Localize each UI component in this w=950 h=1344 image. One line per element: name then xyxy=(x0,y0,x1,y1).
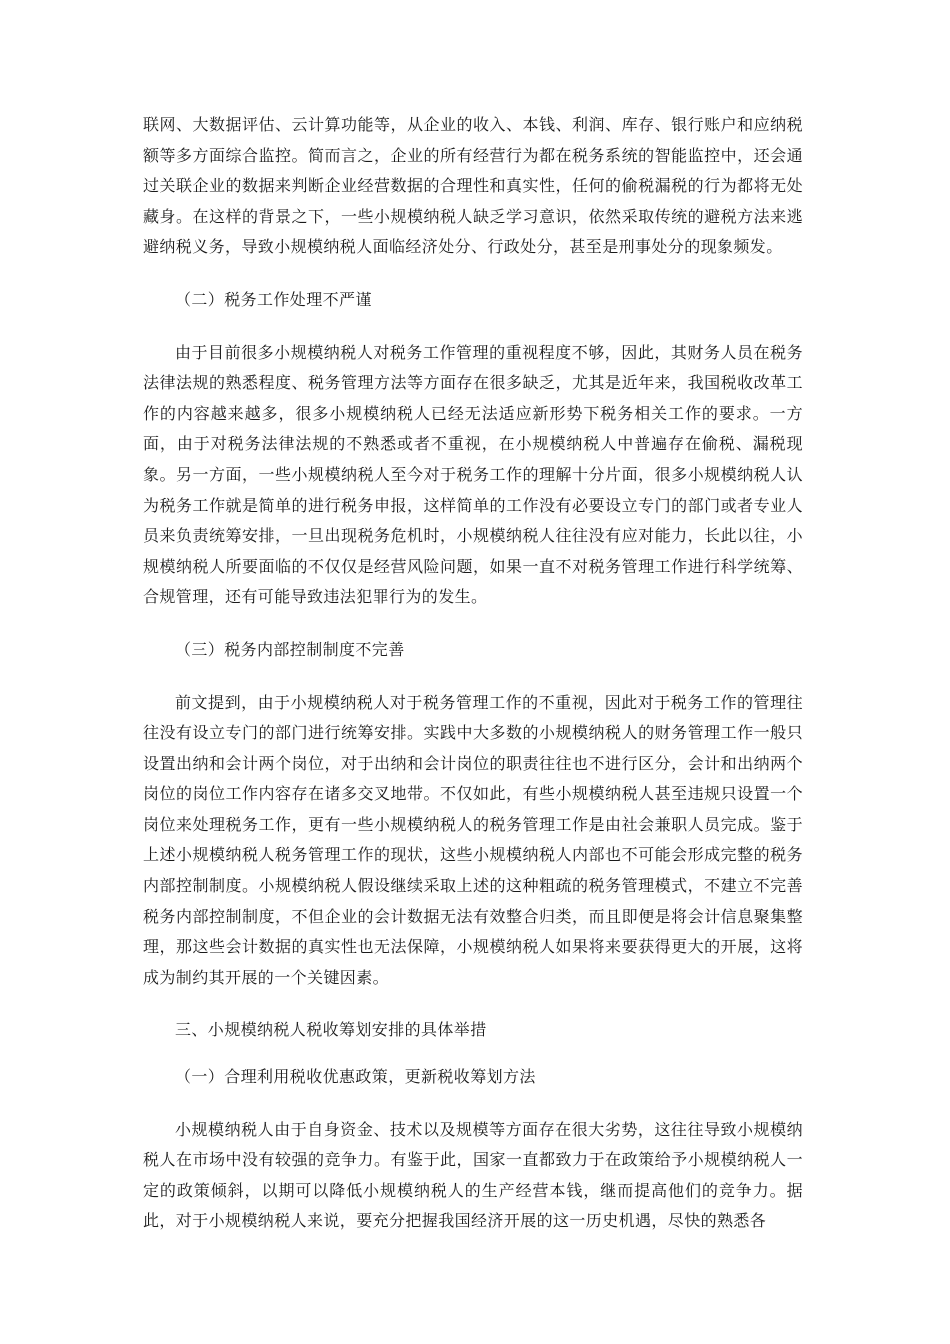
section-heading-3: （三）税务内部控制制度不完善 xyxy=(175,639,405,659)
body-paragraph: 小规模纳税人由于自身资金、技术以及规模等方面存在很大劣势，这往往导致小规模纳税人在市场中没有较强的竞争力。有鉴于此，国家一直都致力于在政策给予小规模纳税人一定的政策倾斜，以期可以降低小规模纳税人的生产经营本钱，继而提高他们的竞争力。据此，对于小规模纳税人来说，要充分把握我国经济开展的这一历史机遇，尽快的熟悉各 xyxy=(143,1119,803,1231)
body-paragraph-continued: 联网、大数据评估、云计算功能等，从企业的收入、本钱、利润、库存、银行账户和应纳税额等多方面综合监控。简而言之，企业的所有经营行为都在税务系统的智能监控中，还会通过关联企业的数据来判断企业经营数据的合理性和真实性，任何的偷税漏税的行为都将无处藏身。在这样的背景之下，一些小规模纳税人缺乏学习意识，依然采取传统的避税方法来逃避纳税义务，导致小规模纳税人面临经济处分、行政处分，甚至是刑事处分的现象频发。 xyxy=(143,115,803,257)
section-heading-1: （一）合理利用税收优惠政策，更新税收筹划方法 xyxy=(175,1067,536,1087)
body-paragraph: 前文提到，由于小规模纳税人对于税务管理工作的不重视，因此对于税务工作的管理往往没有设立专门的部门进行统筹安排。实践中大多数的小规模纳税人的财务管理工作一般只设置出纳和会计两个岗位，对于出纳和会计岗位的职责往往也不进行区分，会计和出纳两个岗位的岗位工作内容存在诸多交叉地带。不仅如此，有些小规模纳税人甚至违规只设置一个岗位来处理税务工作，更有一些小规模纳税人的税务管理工作是由社会兼职人员完成。鉴于上述小规模纳税人税务管理工作的现状，这些小规模纳税人内部也不可能会形成完整的税务内部控制制度。小规模纳税人假设继续采取上述的这种粗疏的税务管理模式，不建立不完善税务内部控制制度，不但企业的会计数据无法有效整合归类，而且即便是将会计信息聚集整理，那这些会计数据的真实性也无法保障，小规模纳税人如果将来要获得更大的开展，这将成为制约其开展的一个关键因素。 xyxy=(143,692,803,987)
document-page xyxy=(143,110,803,1237)
section-heading-2: （二）税务工作处理不严谨 xyxy=(175,289,372,309)
chapter-heading: 三、小规模纳税人税收筹划安排的具体举措 xyxy=(175,1020,487,1040)
body-paragraph: 由于目前很多小规模纳税人对税务工作管理的重视程度不够，因此，其财务人员在税务法律法规的熟悉程度、税务管理方法等方面存在很多缺乏，尤其是近年来，我国税收改革工作的内容越来越多，很多小规模纳税人已经无法适应新形势下税务相关工作的要求。一方面，由于对税务法律法规的不熟悉或者不重视，在小规模纳税人中普遍存在偷税、漏税现象。另一方面，一些小规模纳税人至今对于税务工作的理解十分片面，很多小规模纳税人认为税务工作就是简单的进行税务申报，这样简单的工作没有必要设立专门的部门或者专业人员来负责统筹安排，一旦出现税务危机时，小规模纳税人往往没有应对能力，长此以往，小规模纳税人所要面临的不仅仅是经营风险问题，如果一直不对税务管理工作进行科学统筹、合规管理，还有可能导致违法犯罪行为的发生。 xyxy=(143,342,803,607)
